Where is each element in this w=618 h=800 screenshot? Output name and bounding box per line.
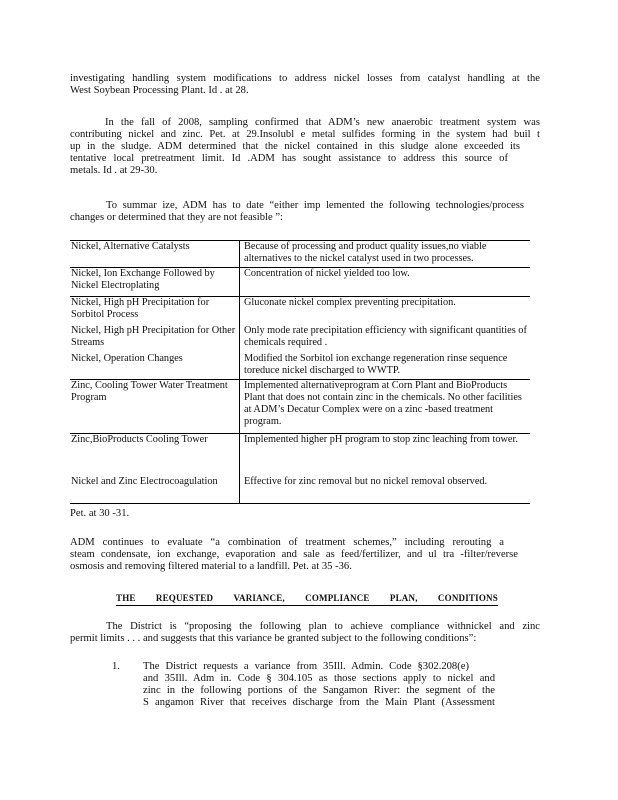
text-line: In the fall of 2008, sampling confirmed that ADM’s new anaerobic treatment system was	[105, 117, 540, 128]
paragraph-district	[70, 621, 540, 645]
text-line: contributing nickel and zinc. Pet. at 29.Insolubl e metal sulfides forming in the system had buil t	[70, 129, 540, 140]
paragraph-fall-2008	[70, 117, 540, 177]
table-cell: Modified the Sorbitol ion exchange regeneration rinse sequence toreduce nickel discharged to WWTP.	[244, 352, 508, 376]
table-row	[70, 268, 530, 297]
text-line: up in the sludge. ADM determined that the nickel contained in this sludge alone exceeded its	[70, 141, 520, 152]
table-row	[70, 380, 530, 434]
table-cell: Nickel and Zinc Electrocoagulation	[70, 476, 240, 504]
section-heading	[116, 592, 498, 606]
table-row	[70, 325, 530, 353]
text-line: and 35Ill. Adm in. Code § 304.105 as those sections apply to nickel and	[143, 673, 495, 684]
paragraph-adm-continues	[70, 537, 518, 573]
text-line: investigating handling system modifications to address nickel losses from catalyst handling at the	[70, 73, 540, 84]
table-cell: Nickel, Ion Exchange Followed by Nickel Electroplating	[70, 268, 240, 297]
text-line: tentative local pretreatment limit. Id .ADM has sought assistance to address this source of	[70, 153, 508, 164]
heading-word: COMPLIANCE	[305, 593, 370, 603]
table-cell: Zinc,BioProducts Cooling Tower	[70, 434, 240, 476]
table-row	[70, 434, 530, 476]
table-citation: Pet. at 30 -31.	[70, 508, 130, 519]
table-cell: Implemented higher pH program to stop zinc leaching from tower.	[240, 434, 531, 476]
heading-word: VARIANCE,	[233, 593, 285, 603]
text-line: permit limits . . . and suggests that this variance be granted subject to the following conditions”:	[70, 633, 477, 644]
text-line: To summar ize, ADM has to date “either imp lemented the following technologies/process	[106, 200, 524, 211]
table-cell: Zinc, Cooling Tower Water Treatment Program	[70, 380, 240, 434]
text-line: changes or determined that they are not feasible ”:	[70, 212, 283, 223]
table-row	[70, 476, 530, 504]
text-line: The District is “proposing the following plan to achieve compliance withnickel and zinc	[106, 621, 540, 632]
list-item	[143, 661, 495, 709]
text-line: S angamon River that receives discharge from the Main Plant (Assessment	[143, 697, 495, 708]
heading-word: CONDITIONS	[437, 593, 498, 603]
table-cell: Concentration of nickel yielded too low.	[240, 268, 531, 297]
table-row	[70, 353, 530, 380]
table-cell: Gluconate nickel complex preventing precipitation.	[240, 297, 531, 325]
heading-word: REQUESTED	[155, 593, 214, 603]
table-cell: Nickel, High pH Precipitation for Sorbitol Process	[70, 297, 240, 325]
table-cell: Only mode rate precipitation efficiency with significant quantities of chemicals required .	[244, 324, 527, 348]
table-cell: Nickel, Operation Changes	[70, 353, 240, 380]
table-cell: Because of processing and product quality issues,no viable alternatives to the nickel catalyst used in two processes.	[240, 241, 531, 268]
text-line: ADM continues to evaluate “a combination of treatment schemes,” including rerouting a	[70, 537, 504, 548]
table-cell: Nickel, High pH Precipitation for Other Streams	[70, 325, 240, 353]
heading-word: PLAN,	[389, 593, 418, 603]
table-cell: Nickel, Alternative Catalysts	[70, 241, 240, 268]
heading-word: THE	[116, 593, 136, 603]
table-cell: Effective for zinc removal but no nickel removal observed.	[240, 476, 531, 504]
text-line: steam condensate, ion exchange, evaporation and sale as feed/fertilizer, and ul tra -filter/reverse	[70, 549, 518, 560]
text-line: metals. Id . at 29-30.	[70, 165, 158, 176]
technology-table	[70, 240, 530, 504]
table-cell: Implemented alternativeprogram at Corn Plant and BioProducts Plant that does not contain zinc in the chemicals. No other facilities at ADM’s Decatur Complex were on a zinc -based treatment program.	[240, 380, 531, 434]
text-line: osmosis and removing filtered material to a landfill. Pet. at 35 -36.	[70, 561, 352, 572]
list-item-number: 1.	[112, 661, 120, 672]
paragraph-intro	[70, 73, 540, 97]
table-row	[70, 297, 530, 325]
table-row	[70, 241, 530, 268]
paragraph-summary	[70, 200, 524, 224]
text-line: West Soybean Processing Plant. Id . at 28.	[70, 85, 249, 96]
text-line: The District requests a variance from 35Ill. Admin. Code §302.208(e)	[143, 661, 469, 672]
text-line: zinc in the following portions of the Sangamon River: the segment of the	[143, 685, 495, 696]
